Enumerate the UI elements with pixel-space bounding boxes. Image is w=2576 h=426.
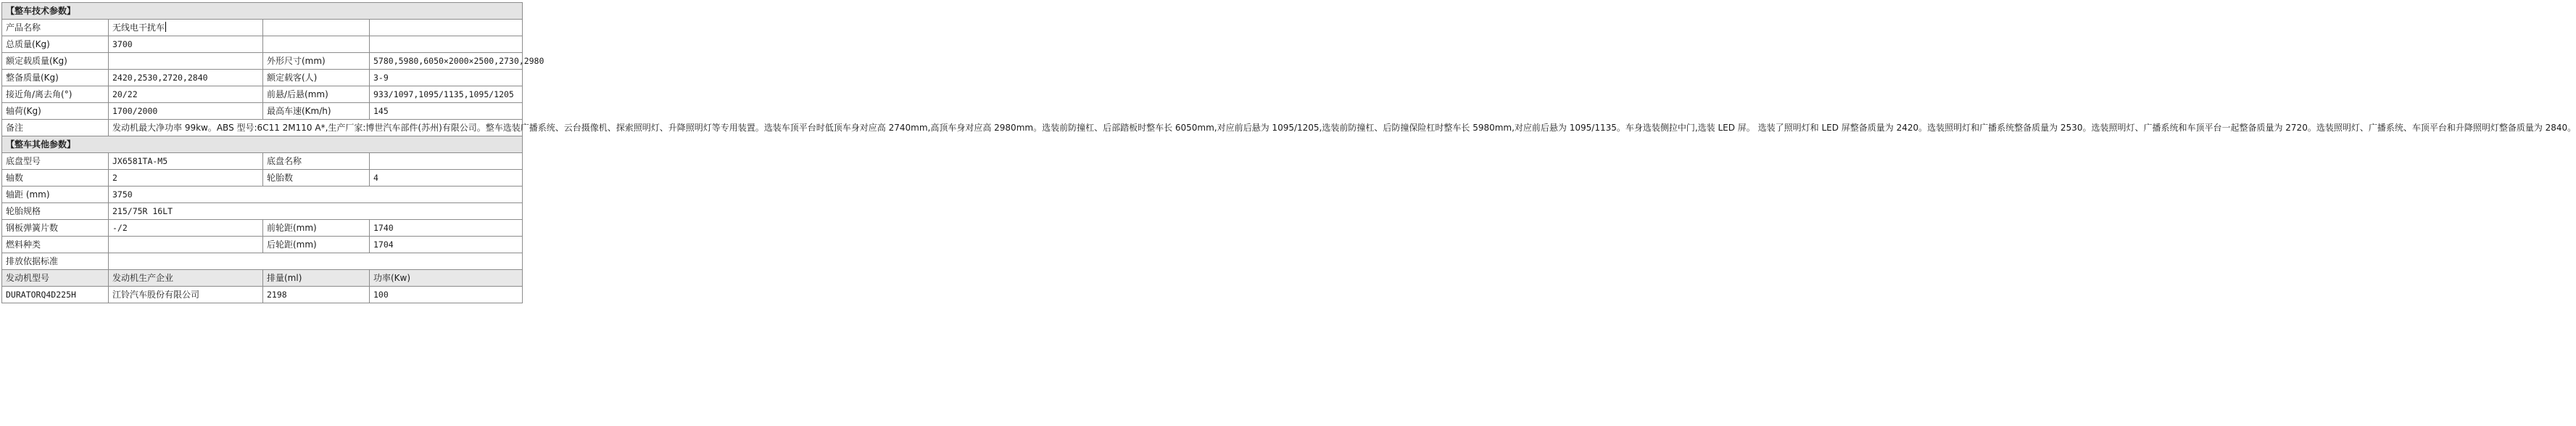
axles-value: 2 bbox=[109, 170, 263, 187]
chassis-name-value bbox=[370, 153, 523, 170]
tires-value: 4 bbox=[370, 170, 523, 187]
section-header-row bbox=[2, 3, 523, 20]
emission-value bbox=[109, 253, 523, 270]
fuel-label: 燃料种类 bbox=[2, 237, 109, 253]
product-name-value bbox=[109, 20, 263, 36]
fuel-value bbox=[109, 237, 263, 253]
axles-label: 轴数 bbox=[2, 170, 109, 187]
springs-label: 钢板弹簧片数 bbox=[2, 220, 109, 237]
table-row bbox=[2, 20, 523, 36]
engine-displacement-value: 2198 bbox=[263, 287, 370, 303]
wheelbase-value: 3750 bbox=[109, 187, 523, 203]
rated-load-label: 额定载质量(Kg) bbox=[2, 53, 109, 70]
springs-value: -/2 bbox=[109, 220, 263, 237]
table-row bbox=[2, 287, 523, 303]
engine-power-value: 100 bbox=[370, 287, 523, 303]
table-row bbox=[2, 237, 523, 253]
total-mass-label: 总质量(Kg) bbox=[2, 36, 109, 53]
curb-mass-value: 2420,2530,2720,2840 bbox=[109, 70, 263, 86]
empty-cell bbox=[370, 20, 523, 36]
engine-maker-header: 发动机生产企业 bbox=[109, 270, 263, 287]
empty-cell bbox=[263, 20, 370, 36]
text-cursor bbox=[165, 22, 166, 32]
empty-cell bbox=[370, 36, 523, 53]
table-row bbox=[2, 86, 523, 103]
rear-track-value: 1704 bbox=[370, 237, 523, 253]
tires-label: 轮胎数 bbox=[263, 170, 370, 187]
front-track-value: 1740 bbox=[370, 220, 523, 237]
section-technical-title: 【整车技术参数】 bbox=[2, 3, 523, 20]
max-speed-label: 最高车速(Km/h) bbox=[263, 103, 370, 120]
engine-model-header: 发动机型号 bbox=[2, 270, 109, 287]
chassis-name-label: 底盘名称 bbox=[263, 153, 370, 170]
table-row bbox=[2, 170, 523, 187]
rear-track-label: 后轮距(mm) bbox=[263, 237, 370, 253]
product-name-label: 产品名称 bbox=[2, 20, 109, 36]
table-row bbox=[2, 187, 523, 203]
axle-load-value: 1700/2000 bbox=[109, 103, 263, 120]
chassis-model-label: 底盘型号 bbox=[2, 153, 109, 170]
engine-displacement-header: 排量(ml) bbox=[263, 270, 370, 287]
table-row bbox=[2, 220, 523, 237]
engine-model-value: DURATORQ4D225H bbox=[2, 287, 109, 303]
dimensions-label: 外形尺寸(mm) bbox=[263, 53, 370, 70]
remarks-value: 发动机最大净功率 99kw。ABS 型号:6C11 2M110 A*,生产厂家:博世汽车部件(苏州)有限公司。整车选装广播系统、云台摄像机、探索照明灯、升降照明灯等专用装置。选装车顶平台时低顶车身对应高 2740mm,高顶车身对应高 2980mm。选装前防撞杠、后部踏板时整车长 6050mm,对应前后悬为 1095/1205,选装前防撞杠、后防撞保险杠时整车长 5980mm,对应前后悬为 1095/1135。车身选装侧拉中门,选装 LED 屏。 选装了照明灯和 LED 屏整备质量为 2420。选装照明灯和广播系统整备质量为 2530。选装照明灯、广播系统和车顶平台一起整备质量为 2720。选装照明灯、广播系统、车顶平台和升降照明灯整备质量为 2840。 bbox=[109, 120, 523, 136]
engine-maker-value: 江铃汽车股份有限公司 bbox=[109, 287, 263, 303]
overhang-value: 933/1097,1095/1135,1095/1205 bbox=[370, 86, 523, 103]
engine-power-header: 功率(Kw) bbox=[370, 270, 523, 287]
angle-label: 接近角/离去角(°) bbox=[2, 86, 109, 103]
section-other-title: 【整车其他参数】 bbox=[2, 136, 523, 153]
table-row bbox=[2, 53, 523, 70]
max-speed-value: 145 bbox=[370, 103, 523, 120]
chassis-model-value: JX6581TA-M5 bbox=[109, 153, 263, 170]
table-row bbox=[2, 153, 523, 170]
vehicle-spec-table bbox=[1, 2, 2576, 303]
overhang-label: 前悬/后悬(mm) bbox=[263, 86, 370, 103]
rated-passengers-value: 3-9 bbox=[370, 70, 523, 86]
remarks-label: 备注 bbox=[2, 120, 109, 136]
table-row bbox=[2, 36, 523, 53]
axle-load-label: 轴荷(Kg) bbox=[2, 103, 109, 120]
tire-spec-value: 215/75R 16LT bbox=[109, 203, 523, 220]
angle-value: 20/22 bbox=[109, 86, 263, 103]
wheelbase-label: 轴距 (mm) bbox=[2, 187, 109, 203]
table-row bbox=[2, 253, 523, 270]
empty-cell bbox=[263, 36, 370, 53]
table-row bbox=[2, 103, 523, 120]
engine-header-row bbox=[2, 270, 523, 287]
rated-passengers-label: 额定载客(人) bbox=[263, 70, 370, 86]
tire-spec-label: 轮胎规格 bbox=[2, 203, 109, 220]
total-mass-value: 3700 bbox=[109, 36, 263, 53]
dimensions-value: 5780,5980,6050×2000×2500,2730,2980 bbox=[370, 53, 523, 70]
table-row bbox=[2, 70, 523, 86]
curb-mass-label: 整备质量(Kg) bbox=[2, 70, 109, 86]
front-track-label: 前轮距(mm) bbox=[263, 220, 370, 237]
product-name-text: 无线电干扰车 bbox=[112, 22, 165, 33]
rated-load-value bbox=[109, 53, 263, 70]
table-row bbox=[2, 203, 523, 220]
table-row bbox=[2, 120, 523, 136]
section-header-row bbox=[2, 136, 523, 153]
emission-label: 排放依据标准 bbox=[2, 253, 109, 270]
